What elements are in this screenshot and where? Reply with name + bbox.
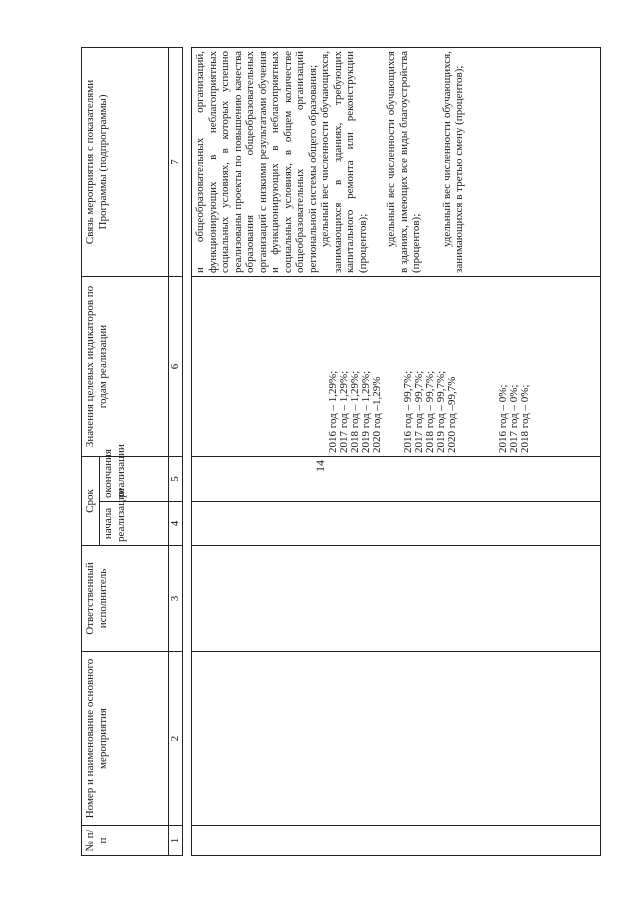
column-number: 2 [169, 652, 183, 826]
rotated-table-sheet [81, 48, 573, 856]
column-number: 1 [169, 826, 183, 856]
cell-indicator-values [192, 277, 601, 457]
header-indicators: Значения целевых индикаторов по годам реализации [82, 277, 169, 457]
indicator-value: 2016 год – 99,7%; [402, 370, 414, 453]
indicator-value: 2017 год – 99,7%; [413, 370, 425, 453]
header-row [82, 48, 100, 856]
indicator-value: 2017 год – 1,29%; [338, 370, 350, 453]
column-number-row [169, 48, 183, 856]
indicator-block [328, 280, 383, 453]
header-term: Срок [82, 457, 100, 546]
cell-number [192, 826, 601, 856]
indicator-value: 2018 год – 0%; [519, 384, 531, 453]
cell-program-links [192, 48, 601, 277]
column-number: 5 [169, 457, 183, 502]
header-start: начала реализации [100, 502, 169, 546]
indicator-block [498, 280, 531, 453]
page-number: 14 [313, 460, 327, 472]
program-link-text: удельный вес численности обучающихся, занимающихся в зданиях, требующих капитального ремонта или реконструкции (процентов); [319, 51, 369, 273]
program-link-text: и общеобразовательных организаций, функционирующих в неблагоприятных социальных условиях, в которых успешно реализованы проекты по повышению качества образования общеобразовательных организаций с низкими результатами обучения и функционирующих в неблагоприятных социальных условиях, в общем количестве общеобразовательных организаций региональной системы общего образования; [194, 51, 319, 273]
cell-start [192, 502, 601, 546]
indicator-value: 2020 год –99,7% [446, 376, 458, 453]
indicator-value: 2017 год – 0%; [508, 384, 520, 453]
column-number: 4 [169, 502, 183, 546]
column-number: 3 [169, 546, 183, 652]
activities-table [81, 47, 601, 856]
program-link-text: удельный вес численности обучающихся в зданиях, имеющих все виды благоустройства (процентов); [385, 51, 422, 273]
indicator-value: 2019 год – 1,29%; [360, 370, 372, 453]
indicator-value: 2018 год – 99,7%; [424, 370, 436, 453]
cell-executor [192, 546, 601, 652]
header-program-link: Связь мероприятия с показателями Программы (подпрограммы) [82, 48, 169, 277]
indicator-value: 2016 год – 1,29%; [327, 370, 339, 453]
table-row [192, 48, 601, 856]
header-number: № п/п [82, 826, 169, 856]
header-activity: Номер и наименование основного мероприятия [82, 652, 169, 826]
column-number: 7 [169, 48, 183, 277]
program-link-text: удельный вес численности обучающихся, занимающихся в третью смену (процентов); [440, 51, 465, 273]
indicator-value: 2018 год – 1,29%; [349, 370, 361, 453]
cell-end [192, 457, 601, 502]
header-end: окончания реализации [100, 457, 169, 502]
column-number: 6 [169, 277, 183, 457]
indicator-value: 2020 год –1,29% [371, 376, 383, 453]
indicator-value: 2019 год – 99,7%; [435, 370, 447, 453]
cell-activity [192, 652, 601, 826]
header-executor: Ответственный исполнитель [82, 546, 169, 652]
indicator-value: 2016 год – 0%; [497, 384, 509, 453]
indicator-block [403, 280, 458, 453]
